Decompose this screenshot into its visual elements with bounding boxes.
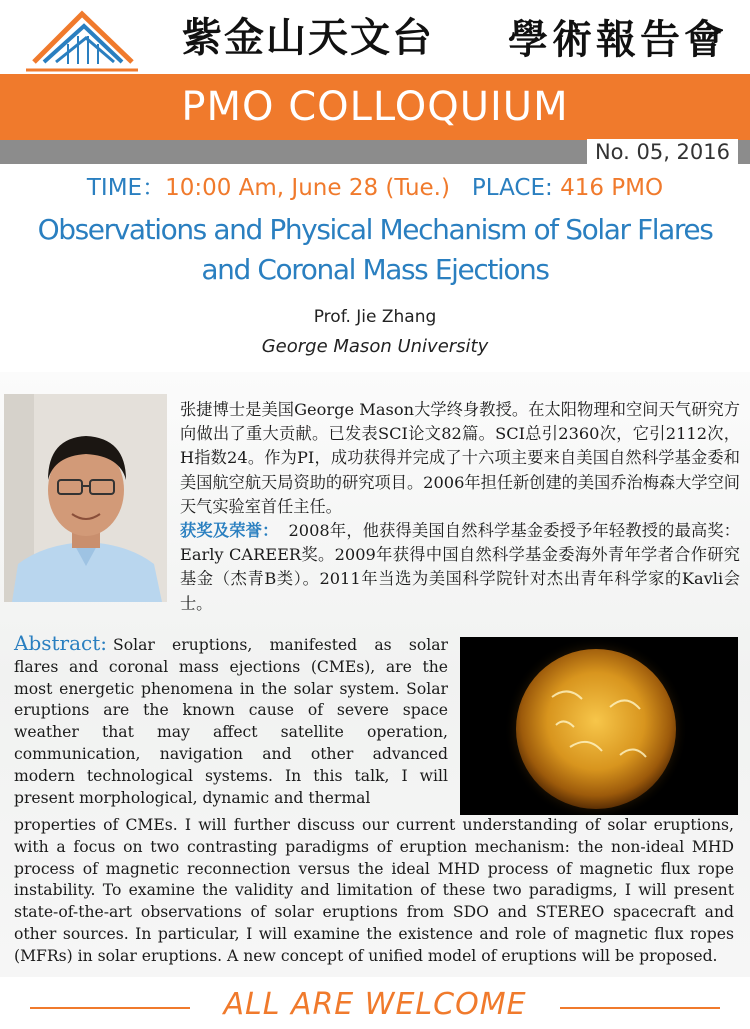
bio-text: 张捷博士是美国George Mason大学终身教授。在太阳物理和空间天气研究方向做出了重大贡献。已发表SCI论文82篇。SCI总引2360次，它引2112次，H指数24。作为PI，成功获得并完成了十六项主要来自美国自然科学基金委和美国航空航天局资助的研究项目。2006年担任新创建的美国乔治梅森大学空间天气实验室首任主任。 <box>180 400 740 516</box>
footer <box>0 985 750 1025</box>
time-place-line <box>0 168 750 208</box>
time-value: 10:00 Am, June 28 (Tue.) <box>165 175 450 201</box>
time-label: TIME： <box>86 175 166 201</box>
colloquium-banner: PMO COLLOQUIUM <box>0 74 750 140</box>
welcome-text: ALL ARE WELCOME <box>223 987 527 1022</box>
awards-text: 2008年，他获得美国自然科学基金委授予年轻教授的最高奖：Early CAREER奖。2009年获得中国自然科学基金委海外青年学者合作研究基金（杰青B类）。2011年当选为美国科学院针对杰出青年科学家的Kavli会士。 <box>180 521 740 613</box>
pmo-logo <box>22 4 142 72</box>
place-label: PLACE: <box>471 175 561 201</box>
speaker-bio <box>180 398 740 616</box>
place-value: 416 PMO <box>560 175 664 201</box>
awards-label: 获奖及荣誉： <box>180 521 279 541</box>
header <box>0 0 750 74</box>
solar-image <box>460 637 738 815</box>
talk-title: Observations and Physical Mechanism of Solar Flares and Coronal Mass Ejections <box>37 213 713 286</box>
abstract-part-2: properties of CMEs. I will further discuss our current understanding of solar eruptions, with a focus on two contrasting paradigms of eruption mechanism: the non-ideal MHD process of magnetic reconnection versus the ideal MHD process of magnetic flux rope instability. To examine the validity and limitation of these two paradigms, I will present state-of-the-art observations of solar eruptions from SDO and STEREO spacecraft and other sources. In particular, I will examine the existence and role of magnetic flux ropes (MFRs) in solar eruptions. A new concept of unified model of eruptions will be proposed. <box>14 816 734 965</box>
speaker-affiliation: George Mason University <box>261 336 489 357</box>
abstract-text-1: Solar eruptions, manifested as solar flares and coronal mass ejections (CMEs), are the most energetic phenomena in the solar system. Solar eruptions are the known cause of severe space weather that may affect satellite operation, communication, navigation and other advanced modern technological systems. In this talk, I will present morphological, dynamic and thermal <box>14 636 448 807</box>
speaker-name: Prof. Jie Zhang <box>313 307 437 327</box>
colloquium-cn-title: 學術報告會 <box>508 17 728 63</box>
abstract-part-1 <box>14 633 448 809</box>
abstract-label: Abstract: <box>14 631 108 655</box>
speaker-photo <box>4 394 167 602</box>
institution-name: 紫金山天文台 <box>182 14 434 61</box>
issue-number: No. 05, 2016 <box>587 139 738 165</box>
